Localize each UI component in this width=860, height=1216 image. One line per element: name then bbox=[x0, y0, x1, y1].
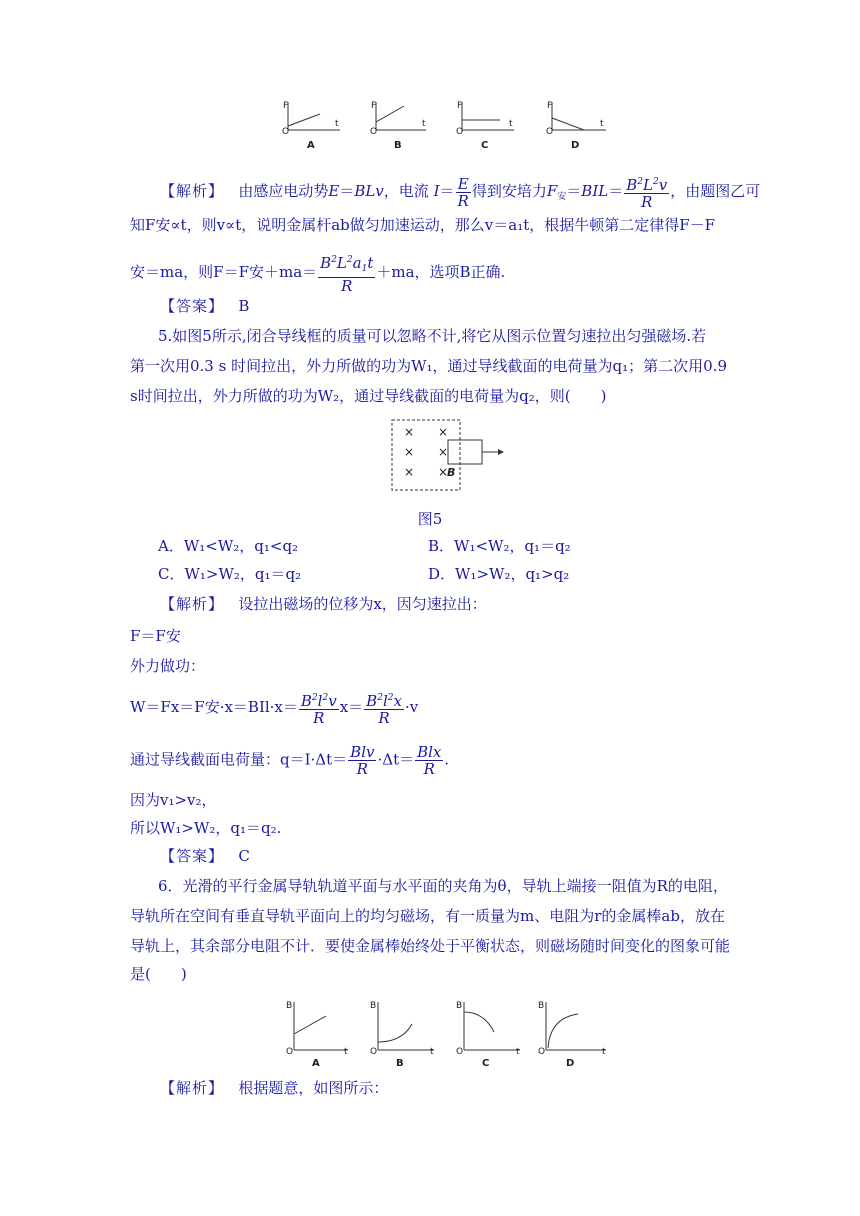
q4-analysis-line1: 【解析】 由感应电动势E＝BLv，电流 I＝ $\frac{E}{R}$ 得到安培力$F_安=BIL=$ $\frac{B^2L^2v}{R}$ ，由题图乙可 bbox=[160, 174, 761, 211]
q5-charge-frac1: $\frac{\text{Blv}}{R}$ bbox=[350, 743, 375, 778]
q5-eq2-c: ·v bbox=[404, 698, 419, 716]
q4-analysis-text-2: ，电流 bbox=[383, 182, 429, 200]
q5-eq2-b: x＝ bbox=[339, 698, 364, 716]
svg-text:O: O bbox=[370, 1047, 378, 1057]
q6-label-d: D bbox=[566, 1058, 575, 1068]
q6-analysis-text: 根据题意，如图所示： bbox=[238, 1079, 389, 1097]
svg-text:O: O bbox=[456, 127, 464, 137]
svg-text:F: F bbox=[283, 101, 289, 111]
q4-label-a: A bbox=[307, 140, 315, 151]
q6-label-b: B bbox=[396, 1058, 404, 1068]
q4-graph-a bbox=[282, 101, 340, 151]
q5-therefore: 所以W₁>W₂，q₁＝q₂. bbox=[130, 819, 282, 837]
field-mark: × bbox=[404, 445, 415, 459]
q6-graphs bbox=[280, 996, 620, 1068]
q5-because: 因为v₁>v₂， bbox=[130, 791, 217, 809]
q4-analysis-text-6: ＋ma，选项B正确. bbox=[376, 263, 506, 281]
q5-charge: 通过导线截面电荷量：q＝I·Δt＝ $\frac{\text{Blv}}{R}$ ·Δt＝ $\frac{\text{Blx}}{R}$ . bbox=[130, 743, 450, 778]
q5-eq2-a: W＝Fx＝F安·x＝BIl·x＝ bbox=[130, 698, 298, 716]
q4-graph-c bbox=[456, 101, 514, 151]
svg-text:O: O bbox=[286, 1047, 294, 1057]
svg-text:F: F bbox=[457, 101, 463, 111]
q4-analysis-line3 bbox=[130, 252, 505, 294]
q5-stem-line1: 5.如图5所示,闭合导线框的质量可以忽略不计,将它从图示位置匀速拉出匀强磁场.若 bbox=[158, 327, 707, 345]
svg-text:t: t bbox=[600, 119, 604, 129]
q5-eq2 bbox=[130, 690, 418, 726]
q4-current-fraction: $\frac{E}{R}$ bbox=[457, 174, 469, 210]
q5-analysis-line bbox=[160, 594, 487, 614]
q6-stem-line3: 导轨上，其余部分电阻不计．要使金属棒始终处于平衡状态，则磁场随时间变化的图象可能 bbox=[130, 937, 731, 955]
q5-figure-caption: 图5 bbox=[417, 510, 443, 528]
field-mark: × bbox=[404, 425, 415, 439]
q5-stem-line3: s时间拉出，外力所做的功为W₂，通过导线截面的电荷量为q₂，则( ) bbox=[130, 387, 607, 405]
q5-charge-frac2: $\frac{\text{Blx}}{R}$ bbox=[417, 743, 442, 778]
svg-text:F: F bbox=[371, 101, 377, 111]
q5-option-a: A．W₁<W₂，q₁<q₂ bbox=[158, 537, 299, 555]
q4-analysis-line2: 知F安∝t，则v∝t，说明金属杆ab做匀加速运动，那么v＝a₁t，根据牛顿第二定律得F－F bbox=[130, 216, 716, 234]
q6-graph-c bbox=[456, 1001, 520, 1068]
svg-text:O: O bbox=[456, 1047, 464, 1057]
q6-label-c: C bbox=[482, 1058, 490, 1068]
q5-analysis-intro: 设拉出磁场的位移为x，因匀速拉出： bbox=[238, 595, 487, 613]
q4-answer bbox=[160, 296, 249, 316]
q6-analysis-line bbox=[160, 1078, 388, 1098]
q5-work-label: 外力做功： bbox=[130, 657, 206, 675]
field-label: B bbox=[447, 466, 456, 479]
q5-stem-line2: 第一次用0.3 s 时间拉出，外力所做的功为W₁，通过导线截面的电荷量为q₁；第二次用0.9 bbox=[130, 357, 727, 375]
q6-graph-d bbox=[538, 1001, 606, 1068]
q4-answer-value: B bbox=[238, 297, 250, 315]
q5-answer bbox=[160, 846, 250, 866]
svg-text:B: B bbox=[370, 1001, 377, 1011]
q4-graph-d bbox=[546, 101, 606, 151]
svg-text:t: t bbox=[344, 1047, 348, 1057]
q6-label-a: A bbox=[312, 1058, 320, 1068]
q5-eq1: F＝F安 bbox=[130, 627, 181, 645]
q4-result-fraction: $\frac{B^2L^2a_1t}{R}$ bbox=[320, 254, 374, 295]
q4-analysis-text-5: 安＝ma，则F＝F安＋ma＝ bbox=[130, 263, 318, 281]
svg-text:F: F bbox=[547, 101, 553, 111]
q6-stem-line1: 6．光滑的平行金属导轨轨道平面与水平面的夹角为θ，导轨上端接一阻值为R的电阻， bbox=[158, 877, 728, 895]
q4-label-c: C bbox=[481, 140, 489, 151]
svg-text:B: B bbox=[286, 1001, 293, 1011]
svg-text:O: O bbox=[282, 127, 290, 137]
q4-label-d: D bbox=[571, 140, 580, 151]
q4-analysis-text-1: 由感应电动势 bbox=[238, 182, 329, 200]
q6-graph-a bbox=[286, 1001, 348, 1068]
q6-stem-line4: 是( ) bbox=[130, 965, 187, 983]
svg-text:t: t bbox=[422, 119, 426, 129]
svg-text:O: O bbox=[546, 127, 554, 137]
wire-frame bbox=[448, 440, 482, 464]
q5-eq2-frac1: $\frac{B^2l^2v}{R}$ bbox=[300, 692, 337, 727]
q4-graphs bbox=[276, 96, 616, 154]
svg-text:t: t bbox=[430, 1047, 434, 1057]
svg-text:B: B bbox=[538, 1001, 545, 1011]
field-mark: × bbox=[404, 465, 415, 479]
q5-eq2-frac2: $\frac{B^2l^2x}{R}$ bbox=[366, 692, 402, 727]
q4-force-fraction: $\frac{B^2L^2v}{R}$ bbox=[626, 176, 668, 211]
svg-text:t: t bbox=[516, 1047, 520, 1057]
svg-text:t: t bbox=[335, 119, 339, 129]
q5-answer-value: C bbox=[238, 847, 250, 865]
q4-analysis-text-4: ，由题图乙可 bbox=[670, 182, 761, 200]
q5-field-figure bbox=[390, 418, 510, 494]
q6-stem-line2: 导轨所在空间有垂直导轨平面向上的均匀磁场，有一质量为m、电阻为r的金属棒ab，放在 bbox=[130, 907, 725, 925]
svg-text:O: O bbox=[538, 1047, 546, 1057]
q4-analysis-text-3: 得到安培力 bbox=[471, 182, 547, 200]
q4-label-b: B bbox=[394, 140, 402, 151]
q4-graph-b bbox=[370, 101, 426, 151]
svg-text:B: B bbox=[456, 1001, 463, 1011]
q6-graph-b bbox=[370, 1001, 434, 1068]
field-mark: × bbox=[438, 465, 449, 479]
field-mark: × bbox=[438, 425, 449, 439]
q5-charge-b: ·Δt＝ bbox=[377, 750, 415, 769]
q6-analysis-tag: 【解析】 bbox=[160, 1079, 225, 1097]
svg-text:O: O bbox=[370, 127, 378, 137]
svg-text:t: t bbox=[602, 1047, 606, 1057]
svg-text:t: t bbox=[509, 119, 513, 129]
q4-analysis-tag: 【解析】 bbox=[160, 182, 225, 200]
pull-arrow-icon bbox=[498, 449, 504, 455]
q5-charge-a: 通过导线截面电荷量：q＝I·Δt＝ bbox=[130, 750, 348, 769]
field-mark: × bbox=[438, 445, 449, 459]
q5-option-b: B．W₁<W₂，q₁＝q₂ bbox=[428, 537, 571, 555]
q5-option-d: D．W₁>W₂，q₁>q₂ bbox=[428, 565, 570, 583]
q5-answer-tag: 【答案】 bbox=[160, 847, 225, 865]
q4-answer-tag: 【答案】 bbox=[160, 297, 225, 315]
q5-option-c: C．W₁>W₂，q₁＝q₂ bbox=[158, 565, 302, 583]
q5-analysis-tag: 【解析】 bbox=[160, 595, 225, 613]
